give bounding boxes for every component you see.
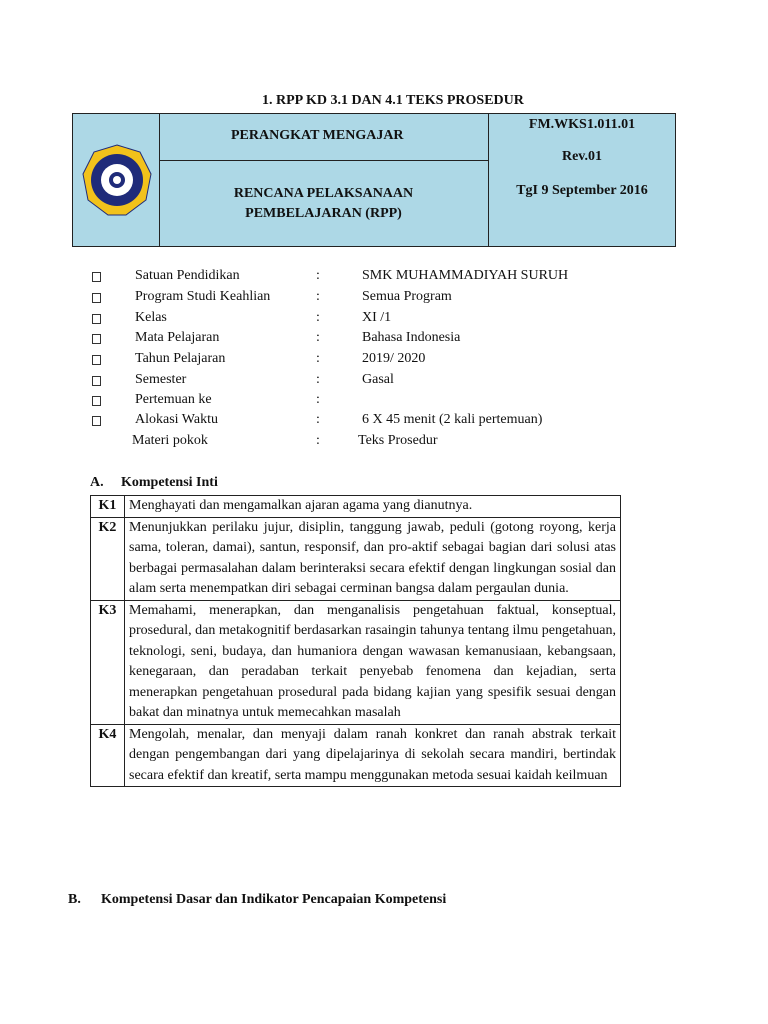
header-box [72, 113, 676, 247]
identity-label: Mata Pelajaran [135, 330, 220, 345]
table-row [91, 496, 621, 518]
identity-value: Bahasa Indonesia [362, 330, 461, 345]
issue-date: TgI 9 September 2016 [516, 183, 648, 198]
form-info-cell [489, 114, 675, 246]
checkbox-icon [92, 355, 101, 365]
rpp-cell [160, 161, 489, 246]
identity-value: Gasal [362, 372, 394, 387]
ki-text: Menghayati dan mengamalkan ajaran agama yang dianutnya. [125, 496, 621, 518]
identity-colon: : [316, 433, 320, 448]
section-b-marker: B. [68, 892, 81, 907]
checkbox-icon [92, 416, 101, 426]
checkbox-icon [92, 293, 101, 303]
identity-colon: : [316, 412, 320, 427]
ki-text: Mengolah, menalar, dan menyaji dalam ranah konkret dan ranah abstrak terkait dengan pengembangan dari yang dipelajarinya di sekolah secara mandiri, bertindak secara efektif dan kreatif, serta mampu menggunakan metoda sesuai kaidah keilmuan [125, 724, 621, 787]
identity-value: SMK MUHAMMADIYAH SURUH [362, 268, 569, 283]
identity-label: Alokasi Waktu [135, 412, 218, 427]
logo-cell [73, 114, 160, 246]
ki-code: K2 [91, 517, 125, 600]
perangkat-title: PERANGKAT MENGAJAR [231, 128, 404, 143]
identity-colon: : [316, 372, 320, 387]
document-title: 1. RPP KD 3.1 DAN 4.1 TEKS PROSEDUR [262, 93, 524, 108]
identity-colon: : [316, 330, 320, 345]
school-logo-icon [82, 144, 152, 216]
checkbox-icon [92, 314, 101, 324]
ki-text: Menunjukkan perilaku jujur, disiplin, tanggung jawab, peduli (gotong royong, kerja sama, toleran, damai), santun, responsif, dan pro-aktif sebagai bagian dari solusi atas berbagai permasalahan dalam berinteraksi secara efektif dengan lingkungan sosial dan alam serta menempatkan diri sebagai cerminan bangsa dalam pergaulan dunia. [125, 517, 621, 600]
identity-label: Kelas [135, 310, 167, 325]
identity-colon: : [316, 310, 320, 325]
identity-value: 6 X 45 menit (2 kali pertemuan) [362, 412, 543, 427]
section-b-title: Kompetensi Dasar dan Indikator Pencapaian Kompetensi [101, 892, 447, 907]
ki-code: K1 [91, 496, 125, 518]
identity-value: Semua Program [362, 289, 452, 304]
rpp-title-line1: RENCANA PELAKSANAAN [233, 186, 414, 201]
identity-label: Pertemuan ke [135, 392, 212, 407]
identity-label: Program Studi Keahlian [135, 289, 271, 304]
identity-value: 2019/ 2020 [362, 351, 426, 366]
identity-label: Materi pokok [132, 433, 208, 448]
rpp-title-line2: PEMBELAJARAN (RPP) [245, 206, 402, 221]
identity-value: XI /1 [362, 310, 392, 325]
section-a-title: Kompetensi Inti [121, 475, 218, 490]
checkbox-icon [92, 376, 101, 386]
checkbox-icon [92, 272, 101, 282]
ki-code: K4 [91, 724, 125, 787]
revision: Rev.01 [561, 149, 603, 164]
table-row [91, 724, 621, 787]
table-row [91, 600, 621, 724]
checkbox-icon [92, 396, 101, 406]
kompetensi-inti-table [90, 495, 621, 787]
identity-colon: : [316, 392, 320, 407]
table-row [91, 517, 621, 600]
section-a-marker: A. [90, 475, 104, 490]
identity-colon: : [316, 289, 320, 304]
ki-text: Memahami, menerapkan, dan menganalisis pengetahuan faktual, konseptual, prosedural, dan metakognitif berdasarkan rasaingin tahunya tentang ilmu pengetahuan, teknologi, seni, budaya, dan humaniora dengan wawasan kemanusiaan, kebangsaan, kenegaraan, dan peradaban terkait penyebab fenomena dan kejadian, serta menerapkan pengetahuan prosedural pada bidang kajian yang spesifik sesuai dengan bakat dan minatnya untuk memecahkan masalah [125, 600, 621, 724]
perangkat-cell [160, 114, 489, 161]
identity-label: Satuan Pendidikan [135, 268, 240, 283]
identity-colon: : [316, 351, 320, 366]
checkbox-icon [92, 334, 101, 344]
logo-sun-core [113, 176, 121, 184]
identity-label: Semester [135, 372, 187, 387]
ki-code: K3 [91, 600, 125, 724]
form-code: FM.WKS1.011.01 [528, 117, 636, 132]
identity-value: Teks Prosedur [358, 433, 438, 448]
identity-label: Tahun Pelajaran [135, 351, 226, 366]
identity-colon: : [316, 268, 320, 283]
